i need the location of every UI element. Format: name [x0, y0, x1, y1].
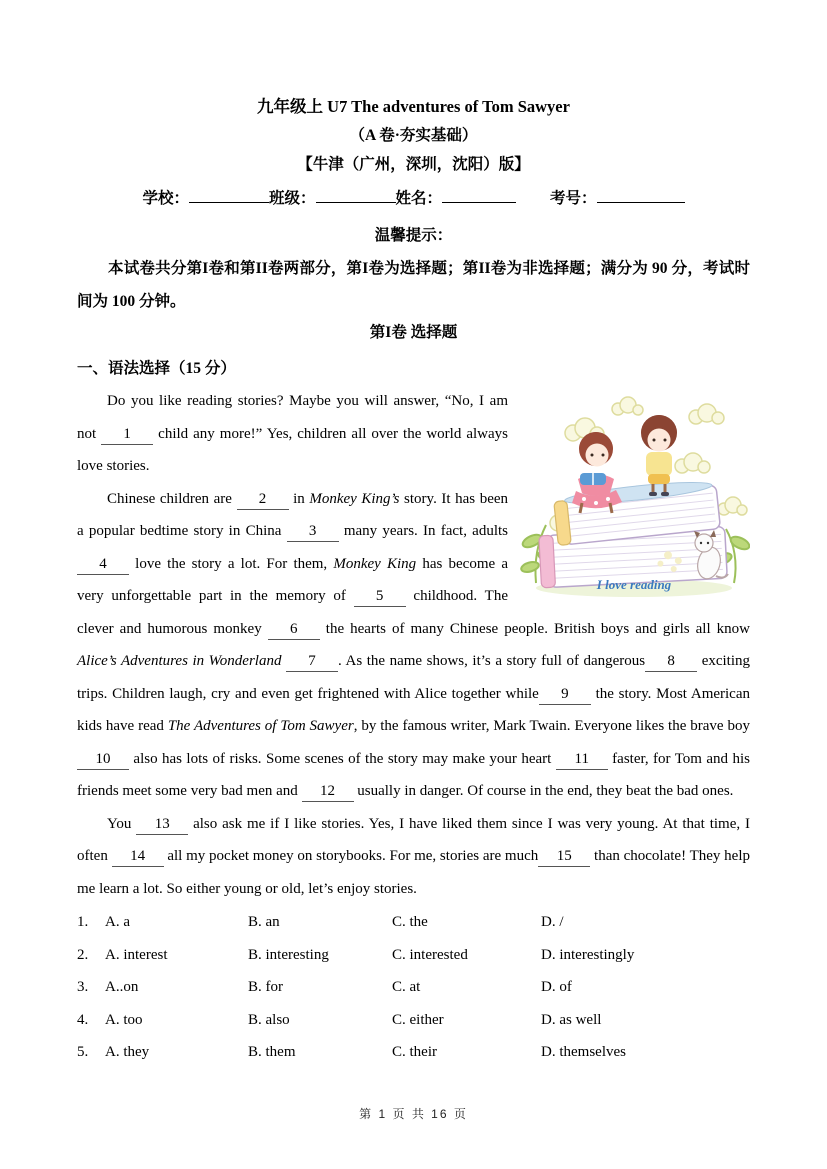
- passage-text: childhood. The clever and humorous monkey: [77, 588, 508, 637]
- cloze-blank-1: 1: [101, 426, 153, 445]
- passage-text: than chocolate! They help me learn a lot. So either young or old, let’s enjoy stories.: [77, 848, 750, 897]
- passage-text: also ask me if I like stories. Yes, I have liked them since I was very young. At that time, I often: [77, 815, 750, 864]
- notice-title: 温馨提示：: [374, 227, 453, 244]
- info-blank-exam-number: [597, 187, 685, 203]
- passage-text: faster, for Tom and his friends meet some very bad men and: [77, 750, 750, 799]
- passage-text: many years. In fact, adults: [338, 523, 509, 539]
- passage-text: usually in danger. Of course in the end, they beat the bad ones.: [353, 783, 734, 799]
- passage-paragraph: [77, 808, 750, 906]
- part-title: 第I卷 选择题: [369, 324, 458, 341]
- cloze-blank-5: 5: [354, 588, 406, 607]
- section-title: 一、语法选择（15 分）: [77, 360, 236, 377]
- student-info-line: [77, 187, 750, 211]
- option-a: A..on: [105, 979, 139, 995]
- option-b: B. an: [248, 914, 280, 930]
- option-c: C. interested: [392, 946, 468, 963]
- info-blank-school: [189, 187, 269, 203]
- illustration-caption: I love reading: [596, 576, 672, 592]
- page-footer: 第 1 页 共 16 页: [359, 1107, 468, 1121]
- cloze-passage: [77, 385, 750, 905]
- option-c: C. either: [392, 1011, 444, 1028]
- option-c: C. the: [392, 914, 428, 930]
- question-row: [77, 971, 750, 1004]
- cloze-blank-10: 10: [77, 751, 129, 770]
- option-c: C. their: [392, 1044, 437, 1060]
- option-d: D. as well: [541, 1011, 602, 1028]
- passage-text: also has lots of risks. Some scenes of the story may make your heart: [129, 750, 556, 767]
- passage-text: love the story a lot. For them,: [129, 555, 334, 572]
- cloze-blank-14: 14: [112, 848, 164, 867]
- reading-illustration: [518, 391, 750, 605]
- option-a: A. a: [105, 914, 130, 930]
- passage-text: Chinese children are: [107, 490, 237, 507]
- option-b: B. them: [248, 1044, 296, 1060]
- document-title: 九年级上 U7 The adventures of Tom Sawyer: [257, 97, 570, 116]
- question-number: 4.: [77, 1011, 89, 1028]
- cloze-blank-13: 13: [136, 816, 188, 835]
- cloze-blank-11: 11: [556, 751, 608, 770]
- info-blank-name: [442, 187, 516, 203]
- option-d: D. of: [541, 979, 572, 995]
- girl-reading: [572, 432, 622, 513]
- cloze-blank-12: 12: [302, 783, 354, 802]
- passage-text: exciting trips. Children laugh, cry and even get frightened with Alice together while: [77, 653, 751, 702]
- document-subtitle: （A 卷·夯实基础）: [349, 127, 478, 144]
- passage-text: child any more!” Yes, children all over the world always love stories.: [77, 425, 508, 474]
- question-number: 5.: [77, 1044, 89, 1060]
- question-row: [77, 939, 750, 972]
- cloze-blank-9: 9: [539, 686, 591, 705]
- passage-text: Do you like reading stories? Maybe you will answer, “No, I am not: [77, 393, 508, 442]
- question-number: 1.: [77, 914, 89, 930]
- option-a: A. too: [105, 1011, 143, 1028]
- passage-text: all my pocket money on storybooks. For me, stories are much: [163, 848, 539, 864]
- info-label-exam-number: 考号：: [550, 190, 597, 207]
- option-d: D. themselves: [541, 1044, 626, 1060]
- question-row: [77, 1036, 750, 1069]
- cloze-blank-2: 2: [237, 491, 289, 510]
- cloud-icon: [718, 497, 747, 515]
- question-number: 2.: [77, 946, 89, 963]
- option-b: B. for: [248, 979, 283, 995]
- book-title-italic: Monkey King: [333, 555, 417, 572]
- question-row: [77, 1004, 750, 1037]
- question-number: 3.: [77, 979, 89, 995]
- question-options-list: [77, 906, 750, 1069]
- option-d: D. /: [541, 914, 564, 930]
- cloud-icon: [675, 453, 710, 473]
- info-blank-class: [316, 187, 396, 203]
- passage-text: the hearts of many Chinese people. British boys and girls all know: [319, 620, 750, 637]
- cloud-icon: [612, 397, 643, 415]
- option-a: A. they: [105, 1044, 150, 1060]
- passage-text: You: [107, 815, 137, 832]
- document-edition: 【牛津（广州，深圳，沈阳）版】: [297, 156, 530, 173]
- book-title-italic: Monkey King’s: [309, 490, 400, 507]
- info-label-name: 姓名：: [395, 190, 443, 207]
- passage-text: , by the famous writer, Mark Twain. Everyone likes the brave boy: [353, 718, 750, 734]
- passage-text: story. It has been a popular bedtime story in China: [77, 490, 509, 539]
- option-a: A. interest: [105, 946, 168, 963]
- passage-text: has become a very unforgettable part in the memory of: [77, 555, 509, 604]
- passage-text: the story. Most American kids have read: [77, 685, 750, 734]
- book-title-italic: Alice’s Adventures in Wonderland: [77, 653, 282, 669]
- option-c: C. at: [392, 979, 421, 995]
- option-b: B. also: [248, 1011, 290, 1028]
- cloze-blank-7: 7: [286, 653, 338, 672]
- book-title-italic: The Adventures of Tom Sawyer: [167, 718, 354, 734]
- cloze-blank-15: 15: [538, 848, 590, 867]
- question-row: [77, 906, 750, 939]
- cloud-icon: [689, 404, 724, 424]
- cloze-blank-6: 6: [268, 621, 320, 640]
- cloze-blank-8: 8: [645, 653, 697, 672]
- notice-body: 本试卷共分第I卷和第II卷两部分，第I卷为选择题；第II卷为非选择题；满分为 90 分，考试时间为 100 分钟。: [77, 260, 750, 310]
- passage-text: . As the name shows, it’s a story full of dangerous: [338, 653, 646, 669]
- cloze-blank-3: 3: [287, 523, 339, 542]
- passage-text: in: [288, 490, 310, 507]
- info-label-class: 班级：: [268, 190, 316, 207]
- option-d: D. interestingly: [541, 946, 635, 963]
- info-label-school: 学校：: [142, 190, 189, 207]
- cloze-blank-4: 4: [77, 556, 129, 575]
- option-b: B. interesting: [248, 946, 329, 963]
